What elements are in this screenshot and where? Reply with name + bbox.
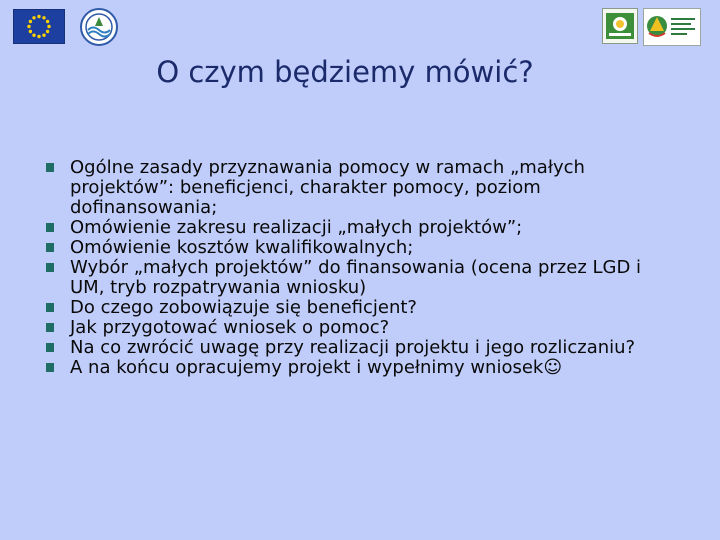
leader-logo-icon bbox=[602, 8, 638, 44]
list-item-text: Na co zwrócić uwagę przy realizacji projektu i jego rozliczaniu? bbox=[70, 337, 636, 358]
square-bullet-icon bbox=[46, 323, 54, 332]
square-bullet-icon bbox=[46, 303, 54, 312]
region-seal-icon bbox=[80, 8, 118, 46]
agenda-list bbox=[40, 158, 680, 378]
eu-flag-icon bbox=[13, 9, 65, 44]
list-item-text: Jak przygotować wniosek o pomoc? bbox=[70, 317, 390, 338]
square-bullet-icon bbox=[46, 263, 54, 272]
list-item bbox=[40, 298, 680, 318]
square-bullet-icon bbox=[46, 163, 54, 172]
list-item bbox=[40, 238, 680, 258]
list-item bbox=[40, 358, 680, 378]
square-bullet-icon bbox=[46, 343, 54, 352]
list-item-text: Wybór „małych projektów” do finansowania (ocena przez LGD i UM, tryb rozpatrywania wniosku) bbox=[70, 257, 642, 298]
page-title: O czym będziemy mówić? bbox=[156, 55, 534, 89]
list-item-text: Omówienie zakresu realizacji „małych projektów”; bbox=[70, 217, 523, 238]
list-item bbox=[40, 158, 680, 218]
square-bullet-icon bbox=[46, 363, 54, 372]
list-item bbox=[40, 258, 680, 298]
square-bullet-icon bbox=[46, 223, 54, 232]
list-item bbox=[40, 338, 680, 358]
list-item-text: A na końcu opracujemy projekt i wypełnimy wniosek☺ bbox=[70, 357, 563, 378]
list-item bbox=[40, 318, 680, 338]
list-item-text: Ogólne zasady przyznawania pomocy w ramach „małych projektów”: beneficjenci, charakter pomocy, poziom dofinansowania; bbox=[70, 157, 585, 218]
list-item bbox=[40, 218, 680, 238]
list-item-text: Omówienie kosztów kwalifikowalnych; bbox=[70, 237, 414, 258]
list-item-text: Do czego zobowiązuje się beneficjent? bbox=[70, 297, 417, 318]
prow-logo-icon bbox=[643, 8, 701, 46]
square-bullet-icon bbox=[46, 243, 54, 252]
